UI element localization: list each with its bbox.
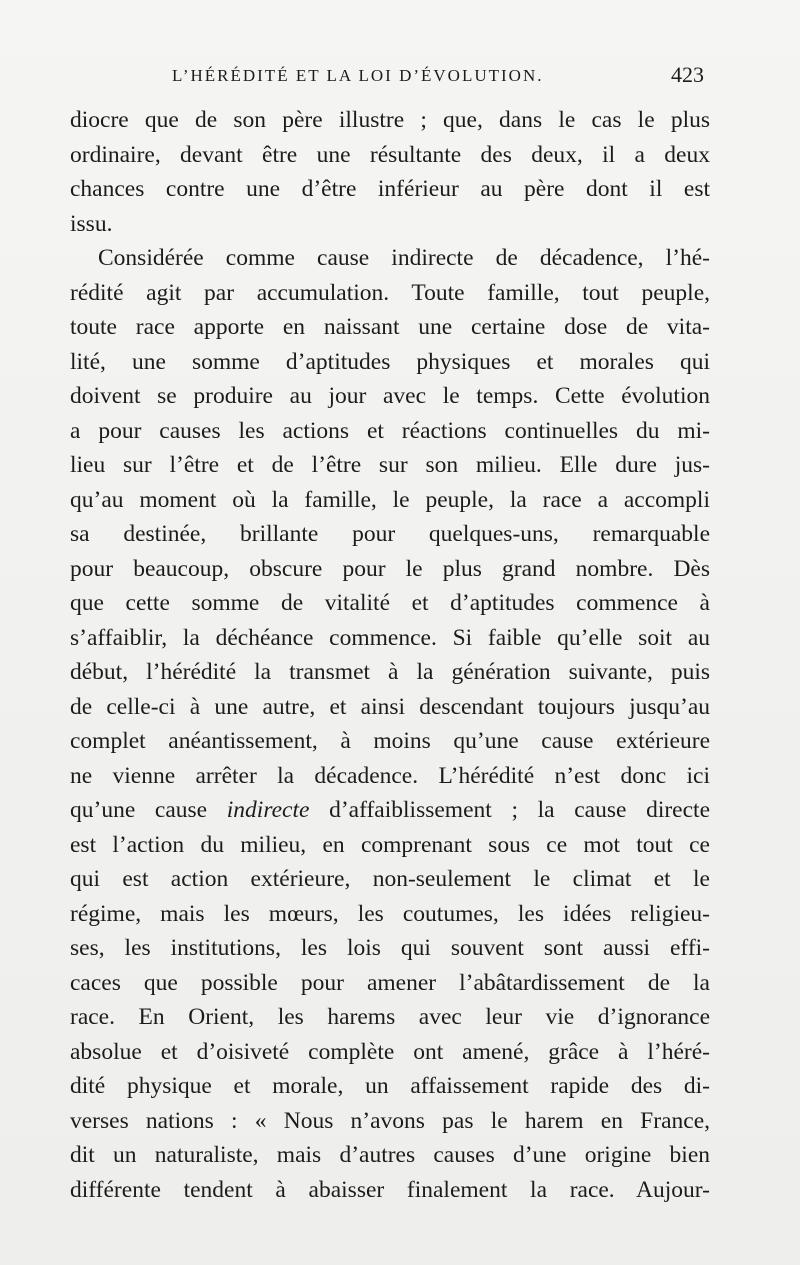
text-line: sa destinée, brillante pour quelques-uns, remarquable [70, 521, 710, 547]
text-line: verses nations : « Nous n’avons pas le harem en France, [70, 1107, 710, 1134]
text-line: dité physique et morale, un affaissement rapide des di- [70, 1073, 710, 1099]
text-line: complet anéantissement, à moins qu’une cause extérieure [70, 728, 710, 754]
text-line: rédité agit par accumulation. Toute famille, tout peuple, [70, 279, 710, 306]
text-line: diocre que de son père illustre ; que, dans le cas le plus [70, 107, 710, 133]
text-line: toute race apporte en naissant une certaine dose de vita- [70, 314, 710, 340]
body-text [70, 103, 710, 1207]
text-line: s’affaiblir, la déchéance commence. Si faible qu’elle soit au [70, 624, 710, 651]
text-line: lité, une somme d’aptitudes physiques et morales qui [70, 348, 710, 375]
text-line: qu’au moment où la famille, le peuple, la race a accompli [70, 486, 710, 513]
text-line: régime, mais les mœurs, les coutumes, les idées religieu- [70, 900, 710, 927]
text-line: ordinaire, devant être une résultante des deux, il a deux [70, 141, 710, 168]
text-line: de celle-ci à une autre, et ainsi descendant toujours jusqu’au [70, 693, 710, 720]
running-head [72, 62, 712, 92]
text-line: différente tendent à abaisser finalement la race. Aujour- [70, 1176, 710, 1203]
text-line: dit un naturaliste, mais d’autres causes d’une origine bien [70, 1142, 710, 1168]
text-line: pour beaucoup, obscure pour le plus grand nombre. Dès [70, 555, 710, 582]
italic-word: indirecte [226, 797, 310, 823]
text-line: caces que possible pour amener l’abâtardissement de la [70, 969, 710, 996]
text-line: lieu sur l’être et de l’être sur son milieu. Elle dure jus- [70, 452, 710, 478]
text-line: ne vienne arrêter la décadence. L’hérédité n’est donc ici [70, 762, 710, 789]
text-line: ses, les institutions, les lois qui souvent sont aussi effi- [70, 935, 710, 961]
text-fragment: qu’une cause [70, 797, 227, 823]
text-line-with-italic [70, 793, 710, 828]
text-line: race. En Orient, les harems avec leur vie d’ignorance [70, 1004, 710, 1030]
text-line: absolue et d’oisiveté complète ont amené, grâce à l’héré- [70, 1038, 710, 1065]
page-number: 423 [671, 62, 704, 87]
text-line: chances contre une d’être inférieur au père dont il est [70, 176, 710, 202]
text-line: début, l’hérédité la transmet à la génération suivante, puis [70, 659, 710, 685]
text-line: issu. [70, 210, 113, 237]
text-line: qui est action extérieure, non-seulement le climat et le [70, 866, 710, 892]
text-fragment: d’affaiblissement ; la cause directe [309, 797, 711, 823]
text-line: a pour causes les actions et réactions continuelles du mi- [70, 417, 710, 444]
text-line: que cette somme de vitalité et d’aptitudes commence à [70, 590, 710, 616]
text-line: est l’action du milieu, en comprenant sous ce mot tout ce [70, 831, 710, 858]
running-title: L’HÉRÉDITÉ ET LA LOI D’ÉVOLUTION. [172, 66, 544, 85]
text-line: doivent se produire au jour avec le temps. Cette évolution [70, 383, 710, 409]
paragraph-start-line: Considérée comme cause indirecte de décadence, l’hé- [98, 245, 710, 271]
